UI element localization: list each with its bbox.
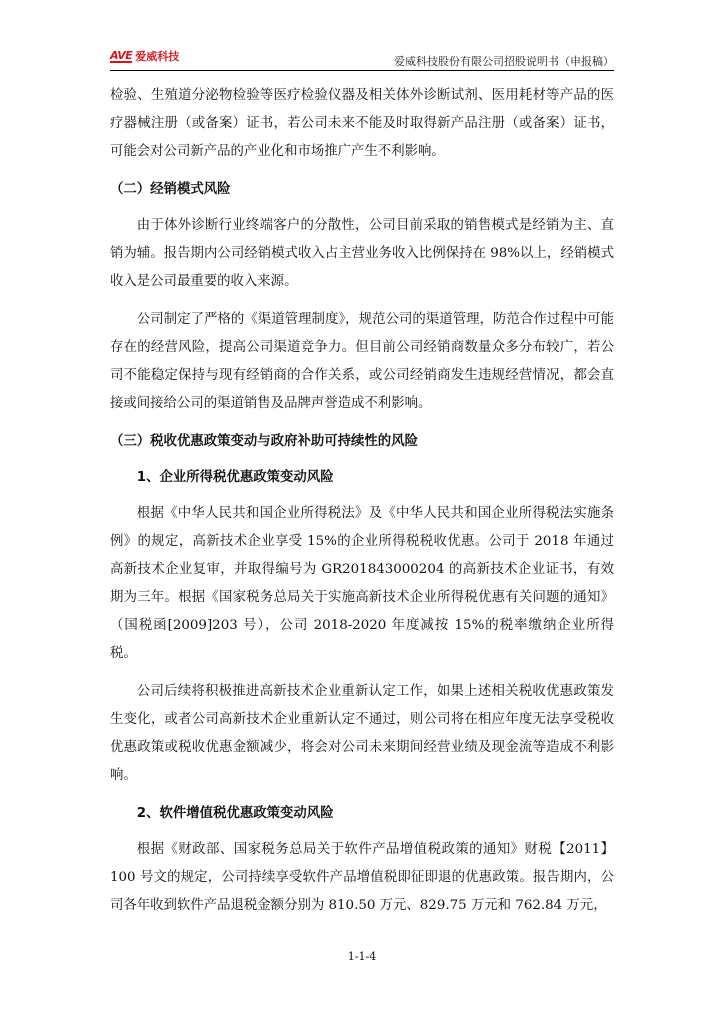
paragraph: 根据《财政部、国家税务总局关于软件产品增值税政策的通知》财税【2011】100 号文的规定，公司持续享受软件产品增值税即征即退的优惠政策。报告期内，公司各年收到软件产品退税金额分别为 810.50 万元、829.75 万元和 762.84 万元， <box>110 842 614 913</box>
section-heading: （二）经销模式风险 <box>110 182 231 197</box>
page-header <box>110 46 614 71</box>
paragraph: 由于体外诊断行业终端客户的分散性，公司目前采取的销售模式是经销为主、直销为辅。报告期内公司经销模式收入占主营业务收入比例保持在 98%以上，经销模式收入是公司最重要的收入来源。 <box>110 218 614 289</box>
document-body <box>110 82 614 930</box>
subsection-heading: 2、软件增值税优惠政策变动风险 <box>136 806 334 821</box>
paragraph: 根据《中华人民共和国企业所得税法》及《中华人民共和国企业所得税法实施条例》的规定，高新技术企业享受 15%的企业所得税税收优惠。公司于 2018 年通过高新技术企业复审，并取得编号为 GR201843000204 的高新技术企业证书，有效期为三年。根据《国家税务总局关于实施高新技术企业所得税优惠有关问题的通知》（国税函[2009]203 号），公司 2018-2020 年度减按 15%的税率缴纳企业所得税。 <box>110 506 614 661</box>
subsection-heading: 1、企业所得税优惠政策变动风险 <box>136 470 334 485</box>
section-heading: （三）税收优惠政策变动与政府补助可持续性的风险 <box>110 434 418 449</box>
paragraph: 公司制定了严格的《渠道管理制度》，规范公司的渠道管理，防范合作过程中可能存在的经营风险，提高公司渠道竞争力。但目前公司经销商数量众多分布较广，若公司不能稳定保持与现有经销商的合作关系，或公司经销商发生违规经营情况，都会直接或间接给公司的渠道销售及品牌声誉造成不利影响。 <box>110 312 614 411</box>
paragraph: 检验、生殖道分泌物检验等医疗检验仪器及相关体外诊断试剂、医用耗材等产品的医疗器械注册（或备案）证书，若公司未来不能及时取得新产品注册（或备案）证书，可能会对公司新产品的产业化和市场推广产生不利影响。 <box>110 88 614 159</box>
company-logo <box>110 48 179 64</box>
page-number: 1-1-4 <box>347 950 377 963</box>
logo-mark: AVE <box>110 48 133 62</box>
paragraph: 公司后续将积极推进高新技术企业重新认定工作，如果上述相关税收优惠政策发生变化，或者公司高新技术企业重新认定不通过，则公司将在相应年度无法享受税收优惠政策或税收优惠金额减少，将会对公司未来期间经营业绩及现金流等造成不利影响。 <box>110 684 614 783</box>
document-title: 爱威科技股份有限公司招股说明书（申报稿） <box>394 55 614 68</box>
logo-text: 爱威科技 <box>135 50 180 63</box>
